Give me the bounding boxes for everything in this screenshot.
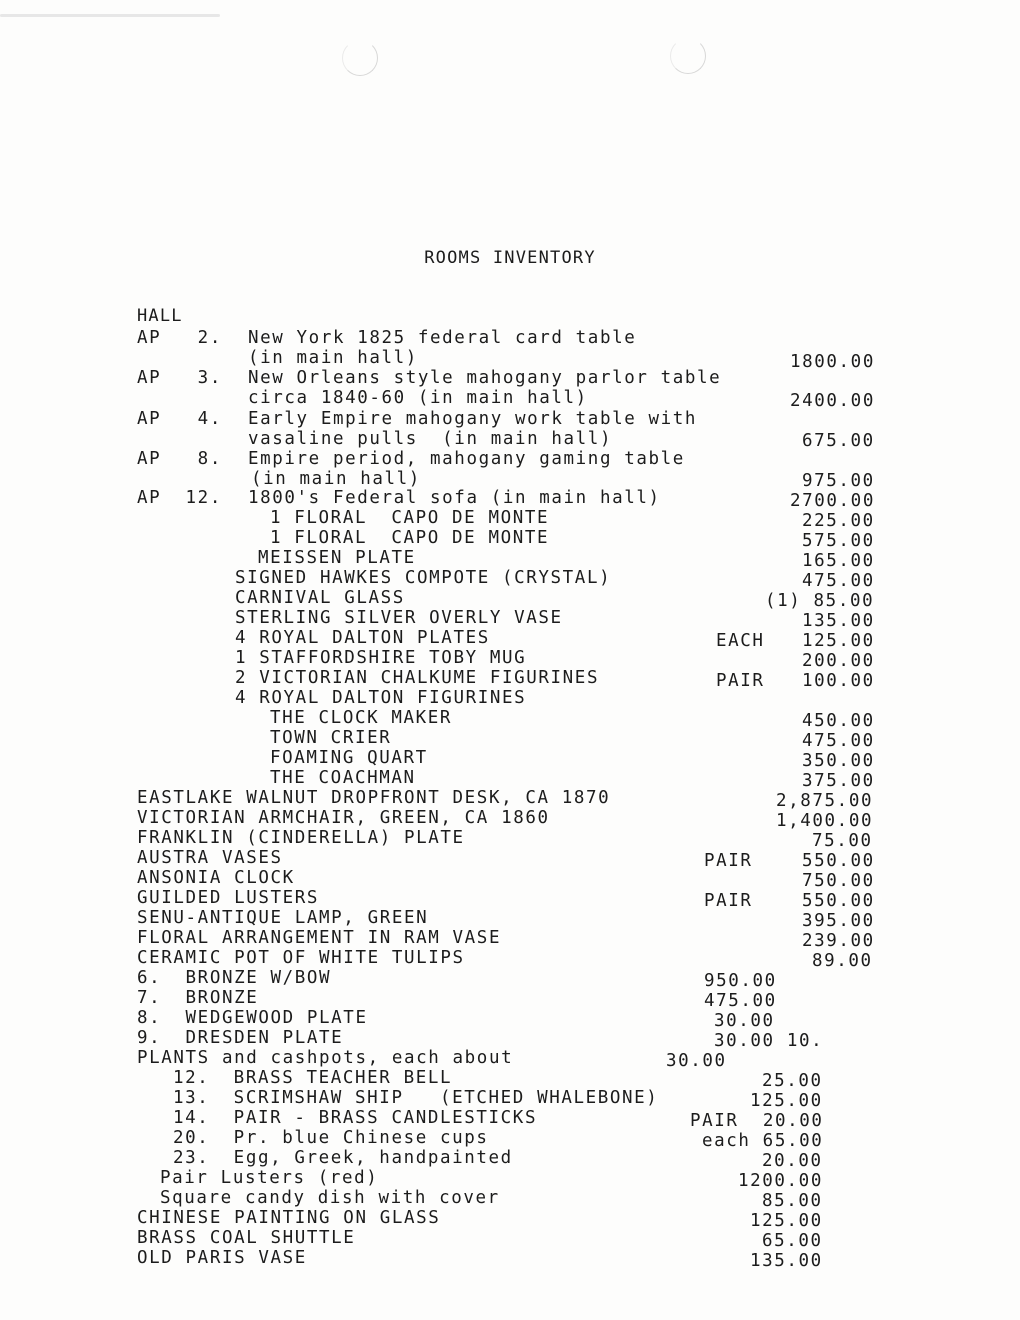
inventory-line-r24-p: 950.00 bbox=[704, 971, 777, 991]
inventory-line-r28: PLANTS and cashpots, each about bbox=[137, 1048, 514, 1068]
inventory-line-ap2-code: AP 2. bbox=[137, 328, 222, 348]
inventory-line-r09: 2 VICTORIAN CHALKUME FIGURINES bbox=[235, 668, 600, 688]
inventory-line-r08: 1 STAFFORDSHIRE TOBY MUG bbox=[235, 648, 527, 668]
inventory-line-ap3-price: 2400.00 bbox=[790, 391, 875, 411]
inventory-line-r37-p: 65.00 bbox=[762, 1231, 823, 1251]
inventory-line-ap3-sub: circa 1840-60 (in main hall) bbox=[248, 388, 588, 408]
inventory-line-r29-p: 25.00 bbox=[762, 1071, 823, 1091]
punch-hole-mark bbox=[670, 38, 706, 74]
inventory-line-r21: SENU-ANTIQUE LAMP, GREEN bbox=[137, 908, 429, 928]
inventory-line-r18-q: PAIR bbox=[704, 851, 753, 871]
inventory-line-ap3-desc: New Orleans style mahogany parlor table bbox=[248, 368, 722, 388]
inventory-line-r28-p: 30.00 bbox=[666, 1051, 727, 1071]
inventory-line-ap4-price: 675.00 bbox=[802, 431, 875, 451]
inventory-line-r25: 7. BRONZE bbox=[137, 988, 259, 1008]
inventory-line-ap8-price: 975.00 bbox=[802, 471, 875, 491]
inventory-line-r14-p: 375.00 bbox=[802, 771, 875, 791]
inventory-line-r03-p: 165.00 bbox=[802, 551, 875, 571]
inventory-line-r26-p: 30.00 bbox=[714, 1011, 775, 1031]
inventory-line-ap8-sub: (in main hall) bbox=[251, 469, 421, 489]
inventory-line-r02: 1 FLORAL CAPO DE MONTE bbox=[270, 528, 550, 548]
inventory-line-r19: ANSONIA CLOCK bbox=[137, 868, 295, 888]
inventory-line-r13-p: 350.00 bbox=[802, 751, 875, 771]
inventory-line-r31: 14. PAIR - BRASS CANDLESTICKS bbox=[173, 1108, 538, 1128]
inventory-line-r01-p: 225.00 bbox=[802, 511, 875, 531]
inventory-line-ap8-code: AP 8. bbox=[137, 449, 222, 469]
inventory-line-r17: FRANKLIN (CINDERELLA) PLATE bbox=[137, 828, 465, 848]
inventory-line-r33-p: 20.00 bbox=[762, 1151, 823, 1171]
inventory-line-r25-p: 475.00 bbox=[704, 991, 777, 1011]
punch-hole-mark bbox=[342, 40, 378, 76]
inventory-line-ap4-code: AP 4. bbox=[137, 409, 222, 429]
inventory-line-ap12-code: AP 12. bbox=[137, 488, 222, 508]
inventory-line-r22: FLORAL ARRANGEMENT IN RAM VASE bbox=[137, 928, 502, 948]
inventory-line-r20-p: 550.00 bbox=[802, 891, 875, 911]
inventory-line-r14: THE COACHMAN bbox=[270, 768, 416, 788]
inventory-line-r29: 12. BRASS TEACHER BELL bbox=[173, 1068, 453, 1088]
inventory-line-r15-p: 2,875.00 bbox=[776, 791, 874, 811]
inventory-line-r11-p: 450.00 bbox=[802, 711, 875, 731]
inventory-line-r19-p: 750.00 bbox=[802, 871, 875, 891]
inventory-line-ap12-desc: 1800's Federal sofa (in main hall) bbox=[248, 488, 661, 508]
inventory-line-r07: 4 ROYAL DALTON PLATES bbox=[235, 628, 490, 648]
paper-scuff bbox=[0, 14, 220, 17]
inventory-line-r30-p: 125.00 bbox=[750, 1091, 823, 1111]
inventory-line-r35: Square candy dish with cover bbox=[160, 1188, 500, 1208]
inventory-line-r09-p: 100.00 bbox=[802, 671, 875, 691]
inventory-line-r15: EASTLAKE WALNUT DROPFRONT DESK, CA 1870 bbox=[137, 788, 611, 808]
inventory-line-ap12-price: 2700.00 bbox=[790, 491, 875, 511]
inventory-line-r38-p: 135.00 bbox=[750, 1251, 823, 1271]
inventory-line-ap2-sub: (in main hall) bbox=[248, 348, 418, 368]
inventory-line-r31-p: PAIR 20.00 bbox=[690, 1111, 824, 1131]
page-title: ROOMS INVENTORY bbox=[424, 248, 596, 268]
inventory-line-r21-p: 395.00 bbox=[802, 911, 875, 931]
inventory-line-r18-p: 550.00 bbox=[802, 851, 875, 871]
inventory-line-r17-p: 75.00 bbox=[812, 831, 873, 851]
inventory-line-ap2-price: 1800.00 bbox=[790, 352, 875, 372]
inventory-line-r04-p: 475.00 bbox=[802, 571, 875, 591]
inventory-line-r12: TOWN CRIER bbox=[270, 728, 392, 748]
inventory-line-r06: STERLING SILVER OVERLY VASE bbox=[235, 608, 563, 628]
inventory-line-r23-p: 89.00 bbox=[812, 951, 873, 971]
inventory-line-r33: 23. Egg, Greek, handpainted bbox=[173, 1148, 513, 1168]
inventory-line-r35-p: 85.00 bbox=[762, 1191, 823, 1211]
inventory-line-r32-p: each 65.00 bbox=[702, 1131, 824, 1151]
inventory-line-r30: 13. SCRIMSHAW SHIP (ETCHED WHALEBONE) bbox=[173, 1088, 659, 1108]
inventory-line-r26: 8. WEDGEWOOD PLATE bbox=[137, 1008, 368, 1028]
inventory-line-r05: CARNIVAL GLASS bbox=[235, 588, 405, 608]
inventory-line-r03: MEISSEN PLATE bbox=[258, 548, 416, 568]
inventory-line-r01: 1 FLORAL CAPO DE MONTE bbox=[270, 508, 550, 528]
inventory-line-r12-p: 475.00 bbox=[802, 731, 875, 751]
inventory-line-ap2-desc: New York 1825 federal card table bbox=[248, 328, 637, 348]
inventory-line-r22-p: 239.00 bbox=[802, 931, 875, 951]
inventory-line-r10: 4 ROYAL DALTON FIGURINES bbox=[235, 688, 527, 708]
inventory-line-r04: SIGNED HAWKES COMPOTE (CRYSTAL) bbox=[235, 568, 612, 588]
inventory-line-r37: BRASS COAL SHUTTLE bbox=[137, 1228, 356, 1248]
inventory-line-r11: THE CLOCK MAKER bbox=[270, 708, 453, 728]
inventory-line-r07-q: EACH bbox=[716, 631, 765, 651]
inventory-line-ap4-desc: Early Empire mahogany work table with bbox=[248, 409, 698, 429]
inventory-line-r20: GUILDED LUSTERS bbox=[137, 888, 320, 908]
inventory-line-r24: 6. BRONZE W/BOW bbox=[137, 968, 332, 988]
inventory-line-r36: CHINESE PAINTING ON GLASS bbox=[137, 1208, 441, 1228]
inventory-line-ap8-desc: Empire period, mahogany gaming table bbox=[248, 449, 685, 469]
inventory-line-r18: AUSTRA VASES bbox=[137, 848, 283, 868]
inventory-line-r23: CERAMIC POT OF WHITE TULIPS bbox=[137, 948, 465, 968]
section-heading-hall: HALL bbox=[137, 306, 183, 326]
inventory-line-r34: Pair Lusters (red) bbox=[160, 1168, 379, 1188]
inventory-line-r32: 20. Pr. blue Chinese cups bbox=[173, 1128, 489, 1148]
inventory-line-r05-p: (1) 85.00 bbox=[765, 591, 875, 611]
inventory-line-r38: OLD PARIS VASE bbox=[137, 1248, 307, 1268]
inventory-line-ap4-sub: vasaline pulls (in main hall) bbox=[248, 429, 613, 449]
inventory-line-r16: VICTORIAN ARMCHAIR, GREEN, CA 1860 bbox=[137, 808, 550, 828]
inventory-line-r16-p: 1,400.00 bbox=[776, 811, 874, 831]
inventory-line-r09-q: PAIR bbox=[716, 671, 765, 691]
inventory-line-r02-p: 575.00 bbox=[802, 531, 875, 551]
inventory-line-r27: 9. DRESDEN PLATE bbox=[137, 1028, 344, 1048]
inventory-line-r20-q: PAIR bbox=[704, 891, 753, 911]
inventory-line-r06-p: 135.00 bbox=[802, 611, 875, 631]
inventory-line-r08-p: 200.00 bbox=[802, 651, 875, 671]
inventory-line-r27-p: 30.00 10. bbox=[714, 1031, 824, 1051]
inventory-line-r36-p: 125.00 bbox=[750, 1211, 823, 1231]
inventory-line-r34-p: 1200.00 bbox=[738, 1171, 823, 1191]
inventory-line-ap3-code: AP 3. bbox=[137, 368, 222, 388]
inventory-line-r13: FOAMING QUART bbox=[270, 748, 428, 768]
inventory-line-r07-p: 125.00 bbox=[802, 631, 875, 651]
